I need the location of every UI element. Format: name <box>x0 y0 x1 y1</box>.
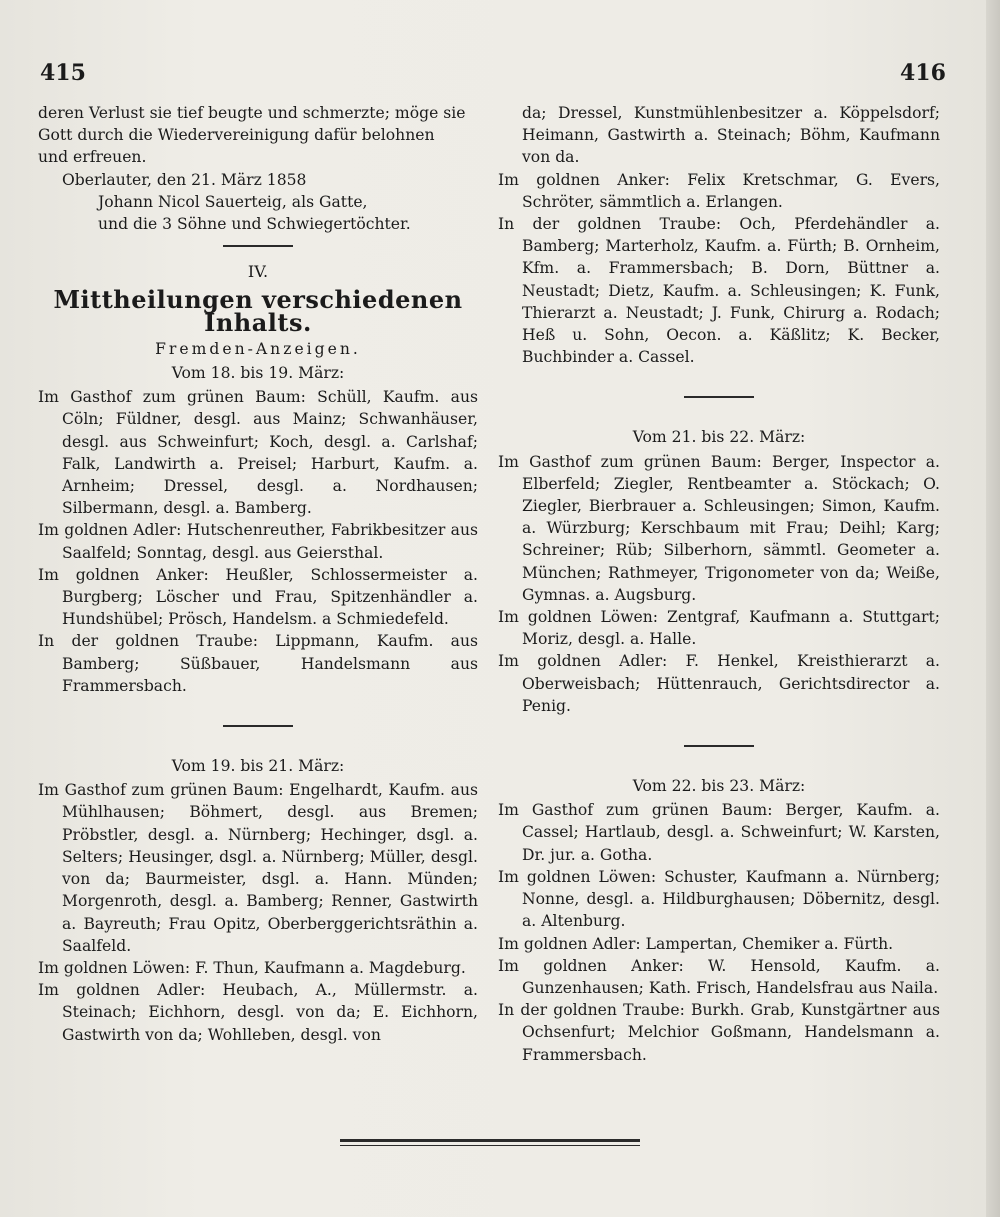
page-number-right: 416 <box>900 60 946 86</box>
right-column <box>498 102 940 1066</box>
page-number-left: 415 <box>40 60 86 86</box>
intro-line: und erfreuen. <box>38 148 147 167</box>
bottom-double-rule-thin <box>340 1145 640 1146</box>
date-heading: Vom 22. bis 23. März: <box>632 777 806 796</box>
guest-entry: Im goldnen Adler: Hutschenreuther, Fabrikbesitzer aus Saalfeld; Sonntag, desgl. aus Geiersthal. <box>38 521 478 562</box>
guest-entry: In der goldnen Traube: Lippmann, Kaufm. aus Bamberg; Süßbauer, Handelsmann aus Frammersbach. <box>38 632 478 695</box>
guest-entry: Im goldnen Löwen: Schuster, Kaufmann a. Nürnberg; Nonne, desgl. a. Hildburghausen; Döbernitz, desgl. a. Altenburg. <box>498 867 940 931</box>
guest-entry: In der goldnen Traube: Och, Pferdehändler a. Bamberg; Marterholz, Kaufm. a. Fürth; B. Ornheim, Kfm. a. Frammersbach; B. Dorn, Büttner a. Neustadt; Dietz, Kaufm. a. Schleusingen; K. Funk, Thierarzt a. Neustadt; J. Funk, Chirurg a. Rodach; Heß u. Sohn, Oecon. a. Käßlitz; K. Becker, Buchbinder a. Cassel. <box>498 215 940 367</box>
separator-rule <box>223 725 293 727</box>
date-heading: Vom 21. bis 22. März: <box>632 428 806 447</box>
guest-entry: Im Gasthof zum grünen Baum: Berger, Kaufm. a. Cassel; Hartlaub, desgl. a. Schweinfurt; W. Karsten, Dr. jur. a. Gotha. <box>498 801 940 864</box>
guest-entry: Im goldnen Anker: Heußler, Schlossermeister a. Burgberg; Löscher und Frau, Spitzenhändler a. Hundshübel; Prösch, Handelsm. a Schmiedefeld. <box>38 565 478 629</box>
place-date: Oberlauter, den 21. März 1858 <box>62 170 307 189</box>
continuation-text: da; Dressel, Kunstmühlenbesitzer a. Köppelsdorf; Heimann, Gastwirth a. Steinach; Böhm, Kaufmann von da. <box>522 104 940 167</box>
bottom-double-rule <box>340 1139 640 1142</box>
signature-line: Johann Nicol Sauerteig, als Gatte, <box>98 192 368 211</box>
section-title: Mittheilungen verschiedenen Inhalts. <box>53 285 463 337</box>
guest-entry: Im goldnen Anker: W. Hensold, Kaufm. a. Gunzenhausen; Kath. Frisch, Handelsfrau aus Naila. <box>498 956 940 997</box>
guest-entry: In der goldnen Traube: Burkh. Grab, Kunstgärtner aus Ochsenfurt; Melchior Goßmann, Handelsmann a. Frammersbach. <box>498 1001 940 1064</box>
intro-line: Gott durch die Wiedervereinigung dafür belohnen <box>38 126 435 145</box>
guest-entry: Im Gasthof zum grünen Baum: Engelhardt, Kaufm. aus Mühlhausen; Böhmert, desgl. aus Bremen; Pröbstler, desgl. a. Nürnberg; Hechinger, dsgl. a. Selters; Heusinger, dsgl. a. Nürnberg; Müller, desgl. von da; Baurmeister, dsgl. a. Hann. Münden; Morgenroth, desgl. a. Bamberg; Renner, Gastwirth a. Bayreuth; Frau Opitz, Oberberggerichtsräthin a. Saalfeld. <box>38 781 478 955</box>
separator-rule <box>223 245 293 247</box>
section-number: IV. <box>247 262 269 282</box>
left-column <box>38 102 478 1046</box>
guest-entry: Im goldnen Löwen: Zentgraf, Kaufmann a. Stuttgart; Moriz, desgl. a. Halle. <box>498 608 940 649</box>
date-heading: Vom 18. bis 19. März: <box>171 364 345 383</box>
section-subtitle: Fremden-Anzeigen. <box>155 339 361 358</box>
guest-entry: Im goldnen Anker: Felix Kretschmar, G. Evers, Schröter, sämmtlich a. Erlangen. <box>498 170 940 211</box>
guest-entry: Im Gasthof zum grünen Baum: Schüll, Kaufm. aus Cöln; Füldner, desgl. aus Mainz; Schwanhäuser, desgl. aus Schweinfurt; Koch, desgl. a. Carlshaf; Falk, Landwirth a. Preisel; Harburt, Kaufm. a. Arnheim; Dressel, desgl. a. Nordhausen; Silbermann, desgl. a. Bamberg. <box>38 388 478 518</box>
date-heading: Vom 19. bis 21. März: <box>171 757 345 776</box>
guest-entry: Im goldnen Adler: Lampertan, Chemiker a. Fürth. <box>498 934 894 953</box>
separator-rule <box>684 396 754 398</box>
page-edge <box>986 0 1000 1217</box>
guest-entry: Im goldnen Adler: F. Henkel, Kreisthierarzt a. Oberweisbach; Hüttenrauch, Gerichtsdirector a. Penig. <box>498 652 940 715</box>
separator-rule <box>684 745 754 747</box>
guest-entry: Im Gasthof zum grünen Baum: Berger, Inspector a. Elberfeld; Ziegler, Rentbeamter a. Stöckach; O. Ziegler, Bierbrauer a. Schleusingen; Simon, Kaufm. a. Würzburg; Kerschbaum mit Frau; Deihl; Karg; Schreiner; Rüb; Silberhorn, sämmtl. Geometer a. München; Rathmeyer, Trigonometer von da; Weiße, Gymnas. a. Augsburg. <box>498 452 940 604</box>
signature-line: und die 3 Söhne und Schwiegertöchter. <box>98 215 411 234</box>
guest-entry: Im goldnen Adler: Heubach, A., Müllermstr. a. Steinach; Eichhorn, desgl. von da; E. Eichhorn, Gastwirth von da; Wohlleben, desgl. von <box>38 981 478 1044</box>
intro-line: deren Verlust sie tief beugte und schmerzte; möge sie <box>38 104 466 122</box>
guest-entry: Im goldnen Löwen: F. Thun, Kaufmann a. Magdeburg. <box>38 958 466 977</box>
